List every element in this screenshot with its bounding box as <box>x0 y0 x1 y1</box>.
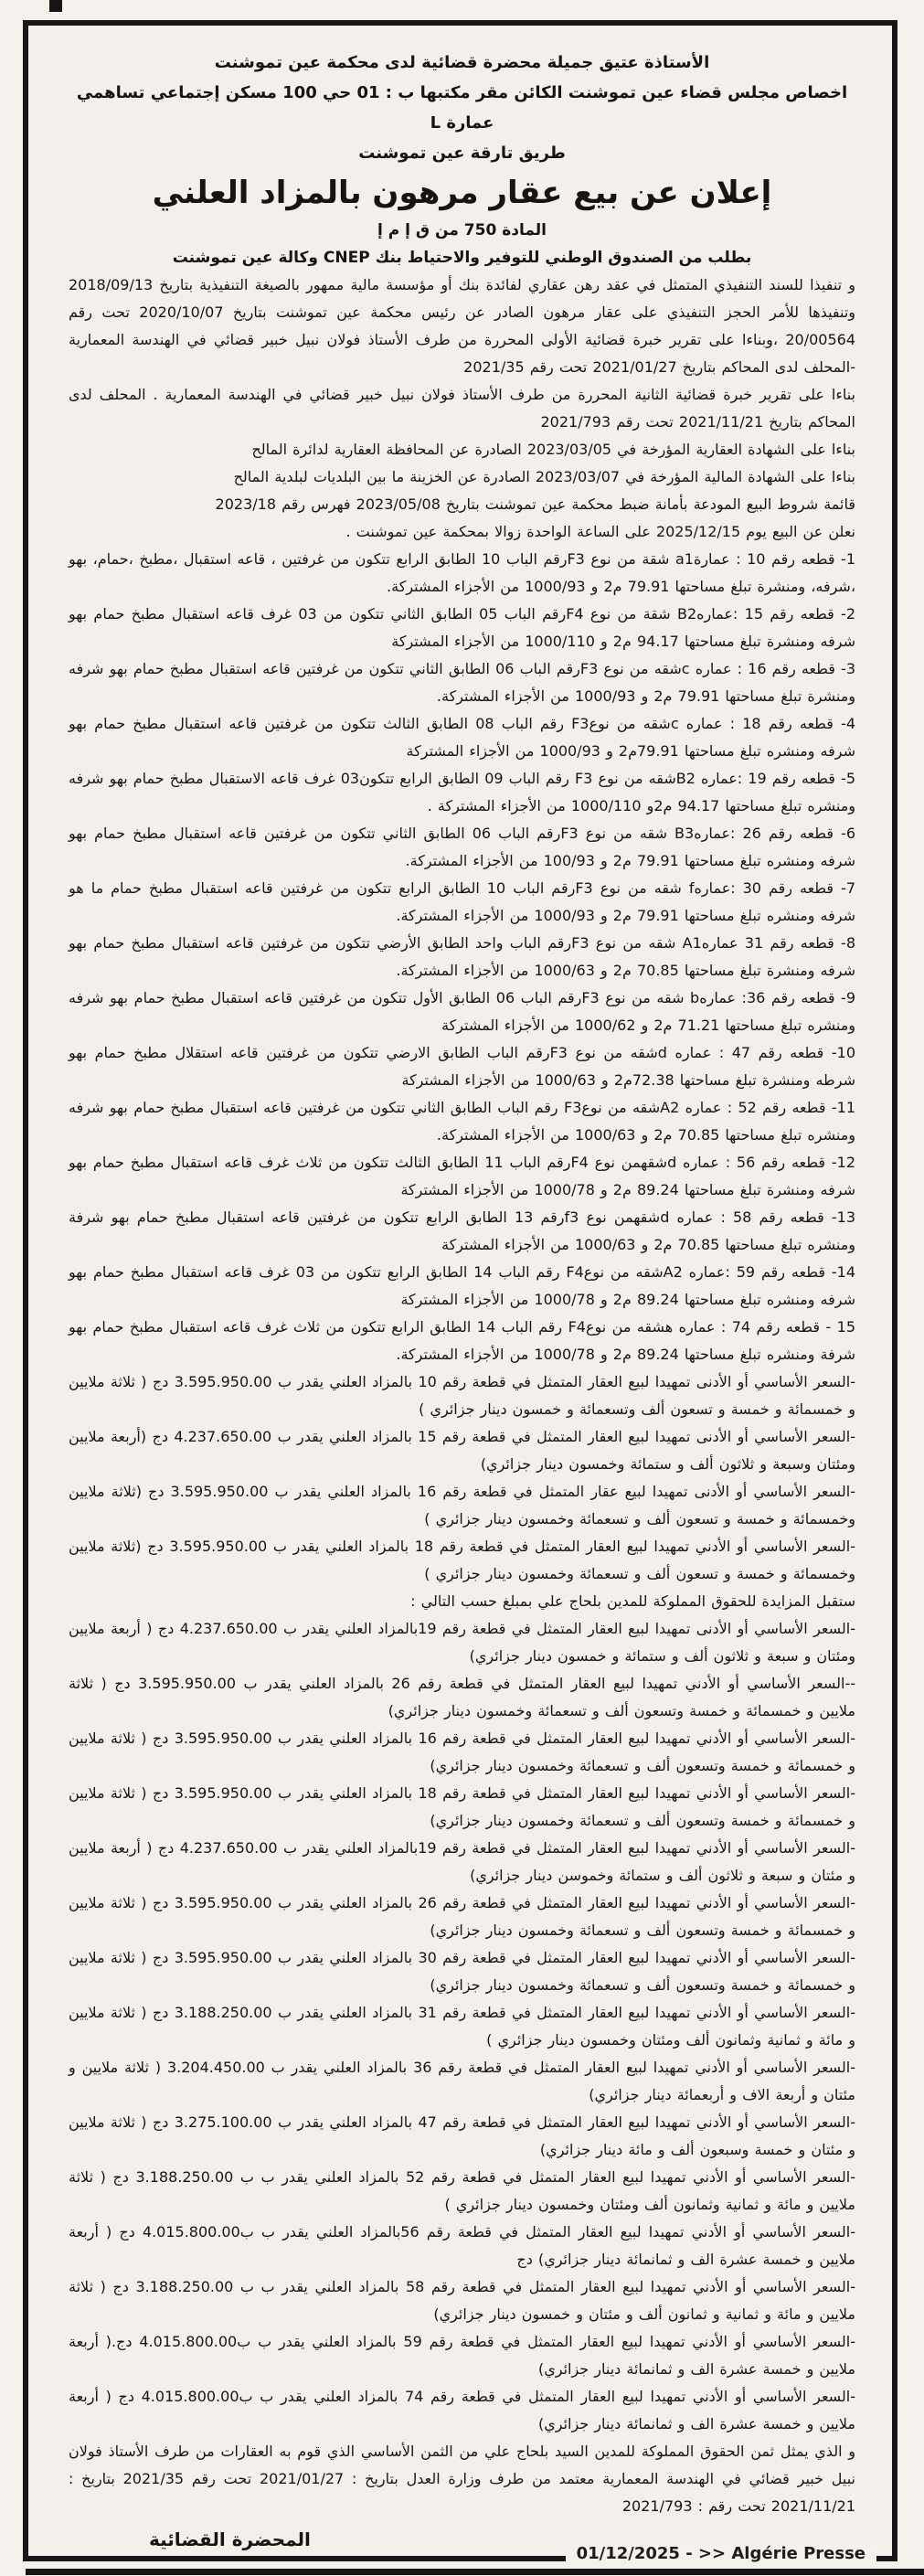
price-item: -السعر الأساسي أو الأدنى تمهيدا لبيع عقار المتمثل في قطعة رقم 16 بالمزاد العلني يقدر ب 3.595.950.00 دج (ثلاثة ملايين وخمسمائة و خمسة و تسعون ألف و تسعمائة وخمسون دينار جزائري ) <box>69 1483 856 1528</box>
price-item: -السعر الأساسي أو الأدني تمهيدا لبيع العقار المتمثل في قطعة رقم 18 بالمزاد العلني يقدر ب 3.595.950.00 دج (ثلاثة ملايين وخمسمائة و خمسة و تسعون ألف و تسعمائة وخمسون دينار جزائري ) <box>69 1538 856 1582</box>
lot-item: 4- قطعه رقم 18 : عماره cشقه من نوعF3 رقم الباب 08 الطابق الثالث تتكون من غرفتين قاعه استقبال مطبخ حمام بهو شرفه ومنشره تبلغ مساحتها 79.91م2 و 1000/93 من الأجزاء المشتركة <box>69 715 856 760</box>
price-item: -السعر الأساسي أو الأدني تمهيدا لبيع العقار المتمثل في قطعة رقم 16 بالمزاد العلني يقدر ب 3.595.950.00 دج ( ثلاثة ملايين و خمسمائة و خمسة وتسعون ألف و تسعمائة وخمسون دينار جزائري) <box>69 1730 856 1774</box>
auction-note-section <box>69 1588 855 1615</box>
final-prices-list <box>69 1615 855 2438</box>
requesting-party-line: بطلب من الصندوق الوطني للتوفير والاحتياط بنك CNEP وكالة عين تموشنت <box>172 249 752 267</box>
press-footer: 01/12/2025 - >> Algérie Presse <box>566 2544 876 2563</box>
auction-note-line: ستقبل المزايدة للحقوق المملوكة للمدين بلحاج علي بمبلغ حسب التالي : <box>410 1592 855 1610</box>
scan-artifact <box>49 0 62 12</box>
price-item: -السعر الأساسي أو الأدني تمهيدا لبيع العقار المتمثل في قطعة رقم 26 بالمزاد العلني يقدر ب 3.595.950.00 دج ( ثلاثة ملايين و خمسمائة و خمسة وتسعون ألف و تسعمائة وخمسون دينار جزائري) <box>69 1894 856 1939</box>
lots-list <box>69 546 855 1368</box>
lot-item: 15 - قطعه رقم 74 : عماره هشقه من نوعF4 رقم الباب 14 الطابق الرابع تتكون من ثلاث غرف قاعه استقبال مطبخ حمام بهو شرفة ومنشره تبلغ مساحتها 89.24 م2 و 1000/78 من الأجزاء المشتركة. <box>69 1318 856 1363</box>
lot-item: 11- قطعه رقم 52 : عماره A2شقه من نوعF3 رقم الباب الطابق الثاني تتكون من غرفتين قاعه استقبال مطبخ حمام بهو شرفه ومنشره تبلغ مساحتها 70.85 م2 و 1000/63 من الأجزاء المشتركة. <box>69 1099 856 1144</box>
price-item: -السعر الأساسي أو الأدنى تمهيدا لبيع العقار المتمثل في قطعة رقم 15 بالمزاد العلني يقدر ب 4.237.650.00 دج (أربعة ملايين ومئتان وسبعة و ثلاثون ألف و ستمائة وخمسون دينار جزائري) <box>69 1428 856 1473</box>
preamble-paragraph: نعلن عن البيع يوم 2025/12/15 على الساعة الواحدة زوالا بمحكمة عين تموشنت . <box>345 523 855 540</box>
price-item: -السعر الأساسي أو الأدني تمهيدا لبيع العقار المتمثل في قطعة رقم 58 بالمزاد العلني يقدر ب ب 3.188.250.00 دج ( ثلاثة ملايين و مائة و ثمانية و ثمانون ألف و مئتان و خمسون دينار جزائري) <box>69 2278 856 2323</box>
bailiff-signature-title: المحضرة القضائية <box>149 2528 311 2550</box>
price-item: -السعر الأساسي أو الأدنى تمهيدا لبيع العقار المتمثل في قطعة رقم 10 بالمزاد العلني يقدر ب 3.595.950.00 دج ( ثلاثة ملايين و خمسمائة و خمسة و تسعون ألف وتسعمائة و خمسون دينار جزائري ) <box>69 1373 856 1418</box>
preamble-paragraph: و تنفيذا للسند التنفيذي المتمثل في عقد رهن عقاري لفائدة بنك أو مؤسسة مالية ممهور بالصيغة التنفيذية بتاريخ 2018/09/13 وتنفيذها للأمر الحجز التنفيذي على عقار مرهون الصادر عن رئيس محكمة عين تموشنت بتاريخ 2020/10/07 تحت رقم 20/00564 ،وبناءا على تقرير خبرة قضائية الأولى المحررة من طرف الأستاذ فولان نبيل خبير قضائي في الهندسة المعمارية -المحلف لدى المحاكم بتاريخ 2021/01/27 تحت رقم 2021/35 <box>69 276 856 376</box>
price-item: -السعر الأساسي أو الأدني تمهيدا لبيع العقار المتمثل في قطعة رقم 47 بالمزاد العلني يقدر ب 3.275.100.00 دج ( ثلاثة ملايين و مئتان و خمسة وسبعون ألف و مائة دينار جزائري) <box>69 2113 856 2158</box>
price-item: -السعر الأساسي أو الأدني تمهيدا لبيع العقار المتمثل في قطعة رقم 59 بالمزاد العلني يقدر ب ب4.015.800.00 دج.( أربعة ملايين و خمسة عشرة الف و ثمانمائة دينار جزائري) <box>69 2333 856 2378</box>
price-item: -السعر الأساسي أو الأدني تمهيدا لبيع العقار المتمثل في قطعة رقم 74 بالمزاد العلني يقدر ب ب4.015.800.00 دج ( أربعة ملايين و خمسة عشرة الف و ثمانمائة دينار جزائري) <box>69 2388 856 2432</box>
lot-item: 9- قطعه رقم 36: عمارهb شقه من نوع F3رقم الباب 06 الطابق الأول تتكون من غرفتين قاعه استقبال مطبخ حمام بهو شرفه ومنشره تبلغ مساحتها 71.21 م2 و 1000/62 من الأجزاء المشتركة <box>69 989 856 1034</box>
lot-item: 8- قطعه رقم 31 عمارهA1 شقه من نوع F3رقم الباب واحد الطابق الأرضي تتكون من غرفتين قاعه استقبال مطبخ حمام بهو شرفه ومنشرة تبلغ مساحتها 70.85 م2 و 1000/63 من الأجزاء المشتركة. <box>69 934 856 979</box>
lot-item: 10- قطعه رقم 47 : عماره dشقه من نوع F3رقم الباب الطابق الارضي تتكون من غرفتين قاعه استقلال مطبخ حمام بهو شرطه ومنشرة تبلغ مساحتها 72.38م2 و 1000/63 من الأجزاء المشتركة <box>69 1044 856 1089</box>
preamble-paragraph: بناءا على الشهادة المالية المؤرخة في 2023/03/07 الصادرة عن الخزينة ما بين البلديات لبلدية المالح <box>233 468 855 485</box>
price-item: -السعر الأساسي أو الأدني تمهيدا لبيع العقار المتمثل في قطعة رقم 19بالمزاد العلني يقدر ب 4.237.650.00 دج ( أربعة ملايين و مئتان و سبعة و ثلاثون ألف و ستمائة وخموسن دينار جزائري) <box>69 1839 856 1884</box>
office-address-line: اخصاص مجلس قضاء عين تموشنت الكائن مقر مكتبها ب : 01 حي 100 مسكن إجتماعي تساهمي عمارة L <box>76 83 848 133</box>
price-item: -السعر الأساسي أو الأدني تمهيدا لبيع العقار المتمثل في قطعة رقم 52 بالمزاد العلني يقدر ب ب 3.188.250.00 دج ( ثلاثة ملايين و مائة و ثمانية وثمانون ألف ومئتان وخمسون دينار جزائري ) <box>69 2168 856 2213</box>
notice-title: إعلان عن بيع عقار مرهون بالمزاد العلني <box>152 175 772 211</box>
closing-paragraph: و الذي يمثل ثمن الحقوق المملوكة للمدين السيد بلحاج علي من الثمن الأساسي الذي قوم به العقارات من طرف الأستاذ فولان نبيل خبير قضائي في الهندسة المعمارية معتمد من طرف وزارة العدل بتاريخ : 2021/01/27 تحت رقم 2021/35 بتاريخ : 2021/11/21 تحت رقم : 2021/793 <box>69 2443 855 2515</box>
preamble-paragraph: قائمة شروط البيع المودعة بأمانة ضبط محكمة عين تموشنت بتاريخ 2023/05/08 فهرس رقم 2023/18 <box>215 495 855 513</box>
lot-item: 3- قطعه رقم 16 : عماره cشقه من نوع F3رقم الباب 06 الطابق الثاني تتكون من غرفتين قاعه استقبال مطبخ حمام بهو شرفه ومنشرة تبلغ مساحتها 79.91 م2 و 1000/93 من الأجزاء المشتركة. <box>69 660 856 705</box>
price-item: --السعر الأساسي أو الأدني تمهيدا لبيع العقار المتمثل في قطعة رقم 26 بالمزاد العلني يقدر ب 3.595.950.00 دج ( ثلاثة ملايين و خمسمائة و خمسة وتسعون ألف و تسعمائة وخمسون دينار جزائري) <box>69 1675 856 1719</box>
price-item: -السعر الأساسي أو الأدني تمهيدا لبيع العقار المتمثل في قطعة رقم 31 بالمزاد العلني يقدر ب 3.188.250.00 دج ( ثلاثة ملايين و مائة و ثمانية وثمانون ألف ومئتان وخمسون دينار جزائري ) <box>69 2004 856 2049</box>
lot-item: 1- قطعه رقم 10 : عمارةa1 شقة من نوع F3رقم الباب 10 الطابق الرابع تتكون من غرفتين ، قاعه استقبال ،مطبخ ،حمام، بهو ،شرفه، ومنشرة تبلغ مساحتها 79.91 م2 و 1000/93 من الأجزاء المشتركة. <box>69 550 856 595</box>
law-article-reference: المادة 750 من ق إ م إ <box>377 221 547 240</box>
price-item: -السعر الأساسي أو الأدني تمهيدا لبيع العقار المتمثل في قطعة رقم 36 بالمزاد العلني يقدر ب 3.204.450.00 ( ثلاثة ملايين و مئتان و أربعة الاف و أربعمائة دينار جزائري) <box>69 2059 856 2103</box>
lot-item: 14- قطعه رقم 59 :عماره A2شقه من نوعF4 رقم الباب 14 الطابق الرابع تتكون من 03 غرف قاعه استقبال مطبخ حمام بهو شرفه ومنشره تبلغ مساحتها 89.24 م2 و 1000/78 من الأجزاء المشتركة <box>69 1263 856 1308</box>
price-item: -السعر الأساسي أو الأدني تمهيدا لبيع العقار المتمثل في قطعة رقم 30 بالمزاد العلني يقدر ب 3.595.950.00 دج ( ثلاثة ملايين و خمسمائة و خمسة وتسعون ألف و تسعمائة وخمسون دينار جزائري) <box>69 1949 856 1994</box>
street-address-line: طريق تارقة عين تموشنت <box>358 144 566 163</box>
price-item: -السعر الأساسي أو الأدني تمهيدا لبيع العقار المتمثل في قطعة رقم 56بالمزاد العلني يقدر ب ب4.015.800.00 دج ( أربعة ملايين و خمسة عشرة الف و ثمانمائة دينار جزائري) دج <box>69 2223 856 2268</box>
lot-item: 12- قطعه رقم 56 : عماره dشقهمن نوع F4رقم الباب 11 الطابق الثالث تتكون من ثلاث غرف قاعه استقبال مطبخ حمام بهو شرفه ومنشرة تبلغ مساحتها 89.24 م2 و 1000/78 من الأجزاء المشتركة <box>69 1154 856 1198</box>
bottom-rule <box>26 2569 924 2575</box>
bailiff-name-line: الأستاذة عتيق جميلة محضرة قضائية لدى محكمة عين تموشنت <box>214 53 710 72</box>
preamble-paragraph: بناءا على تقرير خبرة قضائية الثانية المحررة من طرف الأستاذ فولان نبيل خبير قضائي في الهندسة المعمارية . المحلف لدى المحاكم بتاريخ 2021/11/21 تحت رقم 2021/793 <box>69 386 855 431</box>
price-item: -السعر الأساسي أو الأدنى تمهيدا لبيع العقار المتمثل في قطعة رقم 19بالمزاد العلني يقدر ب 4.237.650.00 دج ( أربعة ملايين ومئتان و سبعة و ثلاثون ألف و ستمائة و خمسون دينار جزائري) <box>69 1620 856 1665</box>
lot-item: 5- قطعه رقم 19 :عماره B2شقه من نوع F3 رقم الباب 09 الطابق الرابع تتكون03 غرف قاعه الاستقبال مطبخ حمام بهو شرفه ومنشره تبلغ مساحتها 94.17 م2و 1000/110 من الأجزاء المشتركة . <box>69 770 856 814</box>
closing-section <box>69 2438 855 2520</box>
lot-item: 13- قطعه رقم 58 : عماره dشقهمن نوع f3رقم 13 الطابق الرابع تتكون من غرفتين قاعه استقبال مطبخ حمام بهو شرفة ومنشره تبلغ مساحتها 70.85 م2 و 1000/63 من الأجزاء المشتركة <box>69 1208 856 1253</box>
lot-item: 6- قطعه رقم 26 :عمارهB3 شقه من نوع F3رقم الباب 06 الطابق الثاني تتكون من غرفتين قاعه استقبال مطبخ حمام بهو شرفه ومنشره تبلغ مساحتها 79.91 م2 و 100/93 من الأجزاء المشتركة. <box>69 825 856 869</box>
initial-prices-list <box>69 1368 855 1588</box>
preamble-paragraph: بناءا على الشهادة العقارية المؤرخة في 2023/03/05 الصادرة عن المحافظة العقارية لدائرة المالح <box>251 441 855 458</box>
preamble-section <box>69 271 855 546</box>
price-item: -السعر الأساسي أو الأدني تمهيدا لبيع العقار المتمثل في قطعة رقم 18 بالمزاد العلني يقدر ب 3.595.950.00 دج ( ثلاثة ملايين و خمسمائة و خمسة وتسعون ألف و تسعمائة وخمسون دينار جزائري) <box>69 1784 856 1829</box>
lot-item: 2- قطعه رقم 15 :عمارهB2 شقة من نوع F4رقم الباب 05 الطابق الثاني تتكون من 03 غرف قاعه استقبال مطبخ حمام بهو شرفه ومنشرة تبلغ مساحتها 94.17 م2 و 1000/110 من الأجزاء المشتركة <box>69 605 856 650</box>
lot-item: 7- قطعه رقم 30 :عمارهf شقه من نوع F3رقم الباب 10 الطابق الرابع تتكون من غرفتين قاعه استقبال مطبخ حمام ما هو شرفه ومنشره تبلغ مساحتها 79.91 م2 و 1000/93 من الأجزاء المشتركة. <box>69 879 856 924</box>
legal-notice-document <box>23 20 897 2561</box>
